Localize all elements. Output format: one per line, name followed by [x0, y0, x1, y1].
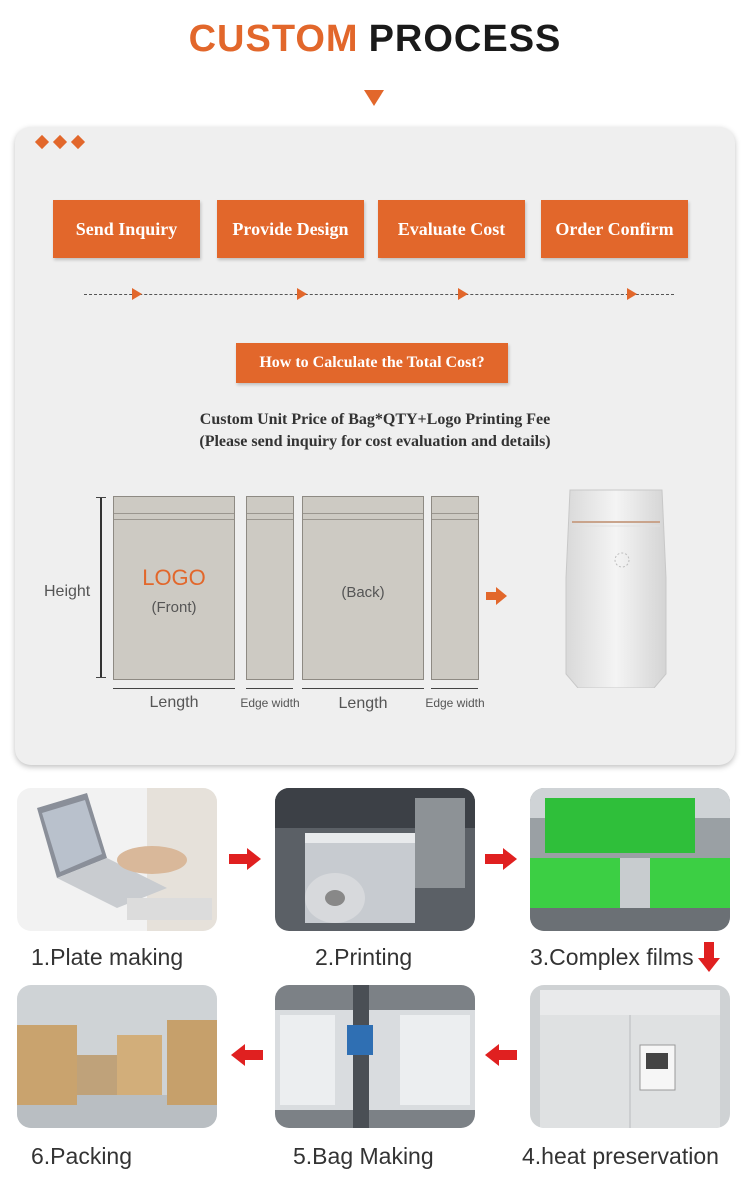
height-tick-bottom: [96, 677, 106, 678]
red-arrow-down-icon: [704, 942, 714, 958]
red-arrow-left-icon: [245, 1050, 263, 1060]
back-label: (Back): [341, 584, 385, 601]
edge-width-label-1: Edge width: [240, 696, 300, 710]
logo-text: LOGO: [142, 565, 206, 590]
length-label-2: Length: [338, 695, 388, 712]
length-dimension-line-2: [302, 688, 424, 689]
bag-making-photo: [275, 985, 475, 1128]
finished-bag-image: [560, 488, 672, 688]
page-title: [0, 18, 750, 61]
height-dimension-line: [100, 497, 102, 677]
arrow-right-icon: [458, 288, 468, 300]
red-arrow-right-head-icon: [503, 848, 517, 870]
formula-line-2: (Please send inquiry for cost evaluation and details): [199, 433, 551, 450]
arrow-right-icon: [627, 288, 637, 300]
caption-packing: 6.Packing: [31, 1143, 133, 1169]
step-order-confirm: Order Confirm: [541, 200, 688, 258]
calculate-cost-button: How to Calculate the Total Cost?: [236, 343, 508, 383]
step-evaluate-cost: Evaluate Cost: [378, 200, 525, 258]
height-label: Height: [44, 583, 91, 600]
red-arrow-right-icon: [229, 854, 247, 864]
formula-line-1: Custom Unit Price of Bag*QTY+Logo Printing Fee: [199, 411, 551, 428]
edge-dimension-line-2: [431, 688, 478, 689]
length-dimension-line-1: [113, 688, 235, 689]
bag-back-panel: [302, 496, 424, 680]
step-provide-design: Provide Design: [217, 200, 364, 258]
title-main: PROCESS: [368, 18, 562, 60]
edge-dimension-line-1: [246, 688, 293, 689]
length-label-1: Length: [149, 694, 199, 711]
plate-making-photo: [17, 788, 217, 931]
red-arrow-left-icon: [499, 1050, 517, 1060]
caption-complex-films: 3.Complex films: [530, 944, 694, 970]
orange-arrow-head-icon: [496, 587, 507, 605]
bag-side-panel-1: [246, 496, 294, 680]
heat-preservation-photo: [530, 985, 730, 1128]
orange-arrow-icon: [486, 592, 496, 600]
step-send-inquiry: Send Inquiry: [53, 200, 200, 258]
arrow-right-icon: [297, 288, 307, 300]
red-arrow-down-head-icon: [698, 958, 720, 972]
edge-width-label-2: Edge width: [425, 696, 485, 710]
packing-photo: [17, 985, 217, 1128]
title-accent: CUSTOM: [188, 18, 359, 60]
printing-photo: [275, 788, 475, 931]
red-arrow-left-head-icon: [485, 1044, 499, 1066]
complex-films-photo: [530, 788, 730, 931]
caption-printing: 2.Printing: [315, 944, 413, 970]
caption-bag-making: 5.Bag Making: [293, 1143, 434, 1169]
down-triangle-icon: [364, 90, 384, 106]
front-label: (Front): [151, 599, 197, 616]
caption-heat-preservation: 4.heat preservation: [522, 1143, 719, 1169]
red-arrow-right-icon: [485, 854, 503, 864]
red-arrow-right-head-icon: [247, 848, 261, 870]
bag-front-panel: [113, 496, 235, 680]
red-arrow-left-head-icon: [231, 1044, 245, 1066]
caption-plate-making: 1.Plate making: [31, 944, 184, 970]
bag-side-panel-2: [431, 496, 479, 680]
height-tick-top: [96, 497, 106, 498]
arrow-right-icon: [132, 288, 142, 300]
process-dashed-line: [84, 294, 674, 295]
